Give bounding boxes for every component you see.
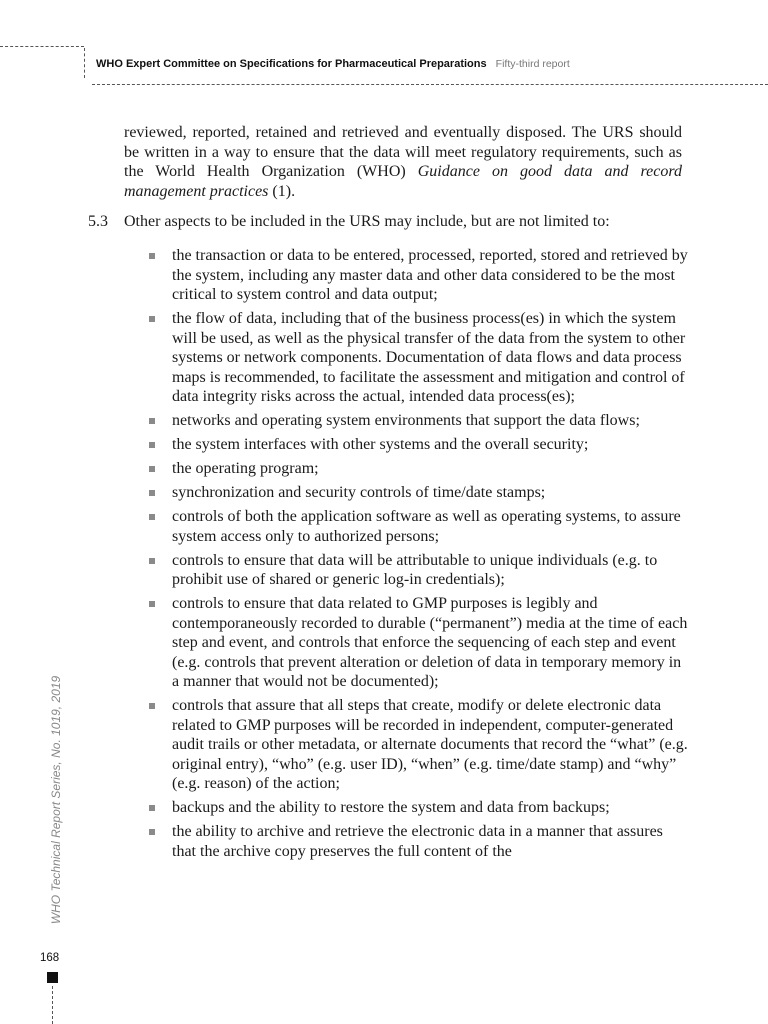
list-item-text: synchronization and security controls of time/date stamps; (172, 484, 546, 501)
header-rule-bottom (92, 84, 768, 85)
bullet-square-icon (149, 829, 155, 835)
list-item (148, 435, 688, 455)
bullet-square-icon (149, 253, 155, 259)
list-item-text: the flow of data, including that of the business process(es) in which the system will be used, as well as the physical transfer of the data from the system to other systems or network components. Documentation of data flows and data process maps is recommended, to facilitate the assessment and mitigation and control of data integrity risks across the actual, intended data process(es); (172, 310, 686, 405)
list-item-text: backups and the ability to restore the system and data from backups; (172, 799, 610, 816)
intro-citation-ref: (1). (268, 182, 296, 200)
header-subtitle: Fifty-third report (495, 58, 570, 70)
intro-text: reviewed, reported, retained and retrieved and eventually disposed. The URS should be written in a way to ensure that the data will meet regulatory requirements, such as the World Health Organization (WHO) (124, 124, 682, 180)
bullet-square-icon (149, 418, 155, 424)
bullet-square-icon (149, 442, 155, 448)
list-item (148, 411, 688, 431)
list-item-text: controls to ensure that data will be attributable to unique individuals (e.g. to prohibit use of shared or generic log-in credentials); (172, 551, 658, 588)
bullet-square-icon (149, 316, 155, 322)
list-item (148, 594, 688, 692)
urs-aspects-list (148, 246, 688, 866)
intro-paragraph-block (124, 123, 682, 201)
bullet-square-icon (149, 703, 155, 709)
list-item (148, 246, 688, 305)
list-item-text: the operating program; (172, 460, 319, 477)
bullet-square-icon (149, 805, 155, 811)
list-item (148, 507, 688, 546)
list-item-text: the system interfaces with other systems and the overall security; (172, 436, 589, 453)
series-side-label: WHO Technical Report Series, No. 1019, 2019 (49, 675, 63, 925)
list-item (148, 483, 688, 503)
list-item-text: controls to ensure that data related to GMP purposes is legibly and contemporaneously recorded to durable (“permanent”) media at the time of each step and event, and controls that enforce the sequencing of each step and event (e.g. controls that prevent alteration or deletion of data in temporary memory in a manner that would not be documented); (172, 595, 688, 690)
running-header (96, 58, 570, 70)
list-item-text: the transaction or data to be entered, processed, reported, stored and retrieved by the system, including any master data and other data considered to be the most critical to system control and data output; (172, 247, 688, 303)
list-item-text: controls that assure that all steps that create, modify or delete electronic data related to GMP purposes will be recorded in independent, computer-generated audit trails or other metadata, or alternate documents that record the “what” (e.g. original entry), “who” (e.g. user ID), “when” (e.g. time/date stamp) and “why” (e.g. reason) of the action; (172, 697, 688, 792)
intro-paragraph (124, 123, 682, 201)
list-item (148, 798, 688, 818)
intro-citation-title: Guidance on good data and record management practices (124, 163, 682, 200)
list-item (148, 696, 688, 794)
bullet-square-icon (149, 558, 155, 564)
page-marker (47, 972, 58, 983)
bullet-square-icon (149, 490, 155, 496)
footer-rule-vertical (52, 986, 53, 1024)
list-item-text: networks and operating system environments that support the data flows; (172, 412, 640, 429)
list-item (148, 309, 688, 407)
bullet-square-icon (149, 601, 155, 607)
list-item-text: controls of both the application software as well as operating systems, to assure system access only to authorized persons; (172, 508, 681, 545)
bullet-square-icon (149, 466, 155, 472)
header-rule-left (0, 46, 84, 47)
page-number: 168 (40, 952, 60, 964)
header-title: WHO Expert Committee on Specifications for Pharmaceutical Preparations (96, 58, 487, 70)
header-rule-vertical (84, 48, 85, 78)
list-item (148, 551, 688, 590)
bullet-square-icon (149, 514, 155, 520)
section-lead: Other aspects to be included in the URS may include, but are not limited to: (124, 213, 610, 230)
section-number: 5.3 (88, 213, 108, 230)
list-item (148, 822, 688, 861)
list-item-text: the ability to archive and retrieve the electronic data in a manner that assures that the archive copy preserves the full content of the (172, 823, 663, 860)
list-item (148, 459, 688, 479)
